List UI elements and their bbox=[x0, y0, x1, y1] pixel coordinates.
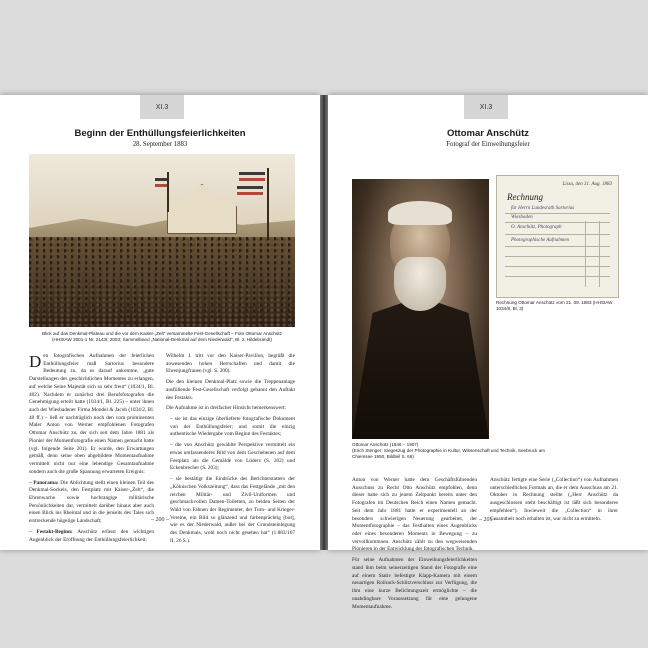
portrait-caption bbox=[352, 442, 552, 461]
invoice-column-rule bbox=[585, 221, 586, 287]
portrait-beard bbox=[394, 257, 446, 311]
paragraph: Die Aufnahme ist in dreifacher Hinsicht bemerkenswert: bbox=[166, 405, 287, 412]
photo-flagpole bbox=[267, 168, 269, 240]
invoice-line: O. Anschütz, Photograph bbox=[511, 225, 562, 230]
caption-line: (Erich Stenger: Siegeszug der Photographie in Kultur, Wissenschaft und Technik, Seebruck am Chiemsee 1950, Bildteil S. 66) bbox=[352, 448, 545, 460]
invoice-line: für Herrn Landesrath Sartorius bbox=[511, 206, 575, 211]
caption-line: Ottomar Anschütz (1846 – 1907) bbox=[352, 442, 419, 447]
right-page bbox=[328, 95, 648, 610]
page-number: – 201 – bbox=[479, 517, 497, 523]
section-tab: XI.3 bbox=[140, 95, 184, 119]
photo-flag bbox=[155, 178, 167, 187]
section-tab: XI.3 bbox=[464, 95, 508, 119]
caption-line: Blick auf das Denkmal-Plateau und die vor dem Kaiser-„Zelt“ versammelte Fest-Gesellschaft – Foto Ottomar Anschütz bbox=[42, 331, 282, 336]
bullet-paragraph: – die von Anschütz gewählte Perspektive vermittelt ein etwas umfassenderes Bild von dem Geschehenen auf dem Festplatz als die Gemälde von Lüders (S. 202) und Eckenbrecher (S. 203); bbox=[170, 442, 295, 472]
text-column-1 bbox=[352, 477, 477, 614]
page-title: Beginn der Enthüllungsfeierlichkeiten bbox=[74, 128, 246, 139]
page-number: – 200 – bbox=[151, 517, 169, 523]
photo-crowd bbox=[29, 237, 295, 327]
invoice-rule bbox=[505, 222, 610, 223]
paragraph: Anschütz erfasst den wichtigen Augenblick der Eröffnung der Enthüllungsfeierlichkeit: bbox=[29, 528, 154, 543]
left-page bbox=[0, 95, 320, 550]
invoice-column-rule bbox=[599, 221, 600, 287]
paragraph: Anschütz fertigte eine Serie („Collection“) von Aufnahmen unterschiedlichen Formats an, die er dem Ausschuss am 21. Oktober in Rechnung stellte („Herr Anschütz da ausgeschlossen steht beschäftigt ist läßt sich besonderes empfehlen“). Inwieweit die „Collection“ in ihrer Gesamtheit noch erhalten ist, war nicht zu ermitteln. bbox=[490, 477, 618, 522]
invoice-line: Photographische Aufnahmen bbox=[511, 238, 570, 243]
invoice-rule bbox=[505, 246, 610, 247]
invoice-rule bbox=[505, 256, 610, 257]
portrait-hair bbox=[388, 201, 452, 225]
page-title: Ottomar Anschütz bbox=[447, 128, 529, 139]
paragraph: Wilhelm I. tritt vor den Kaiser-Pavillon, begrüßt die anwesenden hohen Herrschaften und damit die Ehrenjungfrauen (vgl. S. 200). bbox=[166, 353, 295, 375]
paragraph: en fotografischen Aufnahmen der feierlichen Enthüllungsfeier maß Sartorius besondere Bedeutung zu, da es darauf ankomme, „gute Darstellungen des geschichtlichen Momentes zu erlangen, auf welche Seine Majestät sich so sehr freut“ (1034/1, Bl. 402). Nachdem er zunächst drei Berufsfotografen die Genehmigung erteilt hatte (1034/1, Bl. 225) – unter ihnen auch der Wiesbadener Firma Mondel & Jacob (1034/2, Bl. 40 ff.) – ließ er nachträglich noch den vom prominenten Maler Anton von Werner empfohlenen Fotografen Ottomar Anschütz zu, der sich seit dem Jahre 1881 als Pionier der Momentfotografie einen Namen gemacht hatte (vgl. folgende Seite 201). Er wurde, den Erwartungen gemäß, denn seine oben abgebildete Momentaufnahme vermittelt nicht nur eine lebendige Gesamtaufnahme sondern auch die große Spannung erwarteten Ereignis: bbox=[29, 353, 154, 475]
invoice-line: Wiesbaden bbox=[511, 215, 533, 220]
invoice-rule bbox=[505, 266, 610, 267]
caption-line: (HHStAW 3001-1 Nr. 2143I; 2003; Sammelband „National-Denkmal auf dem Niederwald“, Bl. 2, Hildebrandt) bbox=[52, 337, 272, 343]
drop-cap: D bbox=[29, 352, 42, 371]
invoice-rule bbox=[505, 234, 610, 235]
invoice-title: Rechnung bbox=[507, 192, 543, 202]
invoice-caption: Rechnung Ottomar Anschütz vom 21. 09. 1883 (HHStAW 1034/8, Bl. 3) bbox=[496, 300, 613, 312]
photo-caption bbox=[29, 331, 295, 343]
invoice-rule bbox=[505, 213, 610, 214]
bullet-paragraph: – sie ist das einzige überlieferte fotografische Dokument von der Enthüllungsfeier; und somit die einzig authentische Wiedergabe vom Beginn des Festaktes; bbox=[170, 416, 295, 438]
paragraph: Die den kleinen Denkmal-Platz sowie die Treppenanlage ausfüllende Fest-Gesellschaft verfolgt gebannt den Auftakt des Festakts. bbox=[166, 379, 295, 401]
ceremony-photo bbox=[29, 154, 295, 327]
bullet-paragraph: – sie bestätigt die Eindrücke des Berichterstatters der „Kölnischen Volkszeitung“, dass das Festgelände „mit den reichen Militär- und Zivil-Uniformen und geschmackvollen Damen-Toiletten, zu beiden Seiten der Wald von Fahnen der Regimenter, der Turn- und Krieger-Vereine, ein Bild so glänzend und farbenprächtig [bot], wie es der Niederwald, außer bei der Grundsteinlegung des Denkmals, wohl noch nicht gesehen hat“ (1.883/167 II, 26 S.). bbox=[170, 476, 295, 544]
invoice-header: Lissa, den 31. Aug. 1883 bbox=[562, 182, 612, 187]
photo-flag bbox=[239, 172, 265, 181]
page-subtitle: 28. September 1883 bbox=[132, 141, 188, 148]
paragraph-label: – Festakt-Beginn: bbox=[29, 528, 73, 535]
paragraph-label: – Panorama: bbox=[29, 479, 59, 486]
paragraph: Die Ablichtung stellt einen kleinen Teil des Denkmal-Sockels, den Festplatz mit Kaiser-„Zelt“, die Ehrenwache sowie hochrangige militärische Persönlichkeiten dar, vermittelt darüber hinaus aber auch einen Blick ins Rheintal und in die jenseits des Tales sich erstreckende hügelige Landschaft; bbox=[29, 479, 154, 525]
paragraph: Für seine Aufnahmen der Einweihungsfeierlichkeiten stand ihm beim seinerzeitigen Stand der Fotografie eine auf einem Stativ befestigte Klapp-Kamera mit einem neuartigen Rollrack-Schlitzverschluss zur Verfügung, die ihm eine kurze Belichtungszeit ermöglichte – die unabdingbare Voraussetzung für eine gelungene Momentaufnahme. bbox=[352, 557, 477, 610]
invoice-image bbox=[496, 175, 619, 298]
portrait-photo bbox=[352, 179, 489, 439]
page-subtitle: Fotograf der Einweihungsfeier bbox=[446, 141, 530, 148]
photo-flagpole bbox=[167, 172, 169, 212]
portrait-coat bbox=[352, 299, 489, 439]
photo-flag bbox=[237, 186, 263, 195]
book-gutter bbox=[320, 95, 328, 550]
invoice-rule bbox=[505, 276, 610, 277]
paragraph: Anton von Werner hatte dem Geschäftsführenden Ausschuss zu Recht Otto Anschütz empfohlen, denn dieser hatte sich zu jenem Zeitpunkt bereits unter den Fotografen im Deutschen Reich einen Namen gemacht. Seit dem Jahr 1881 hatte er experimentell an der besonders schwierigen Neuerung gearbeitet, der Momentfotographie – das Festhalten eines Augenblicks oder eines besonderen Moments in Bewegung – zu vervollkommnen. Anschütz zählt zu den wegweisenden Pionieren in der Entwicklung der fotografischen Technik. bbox=[352, 477, 477, 553]
